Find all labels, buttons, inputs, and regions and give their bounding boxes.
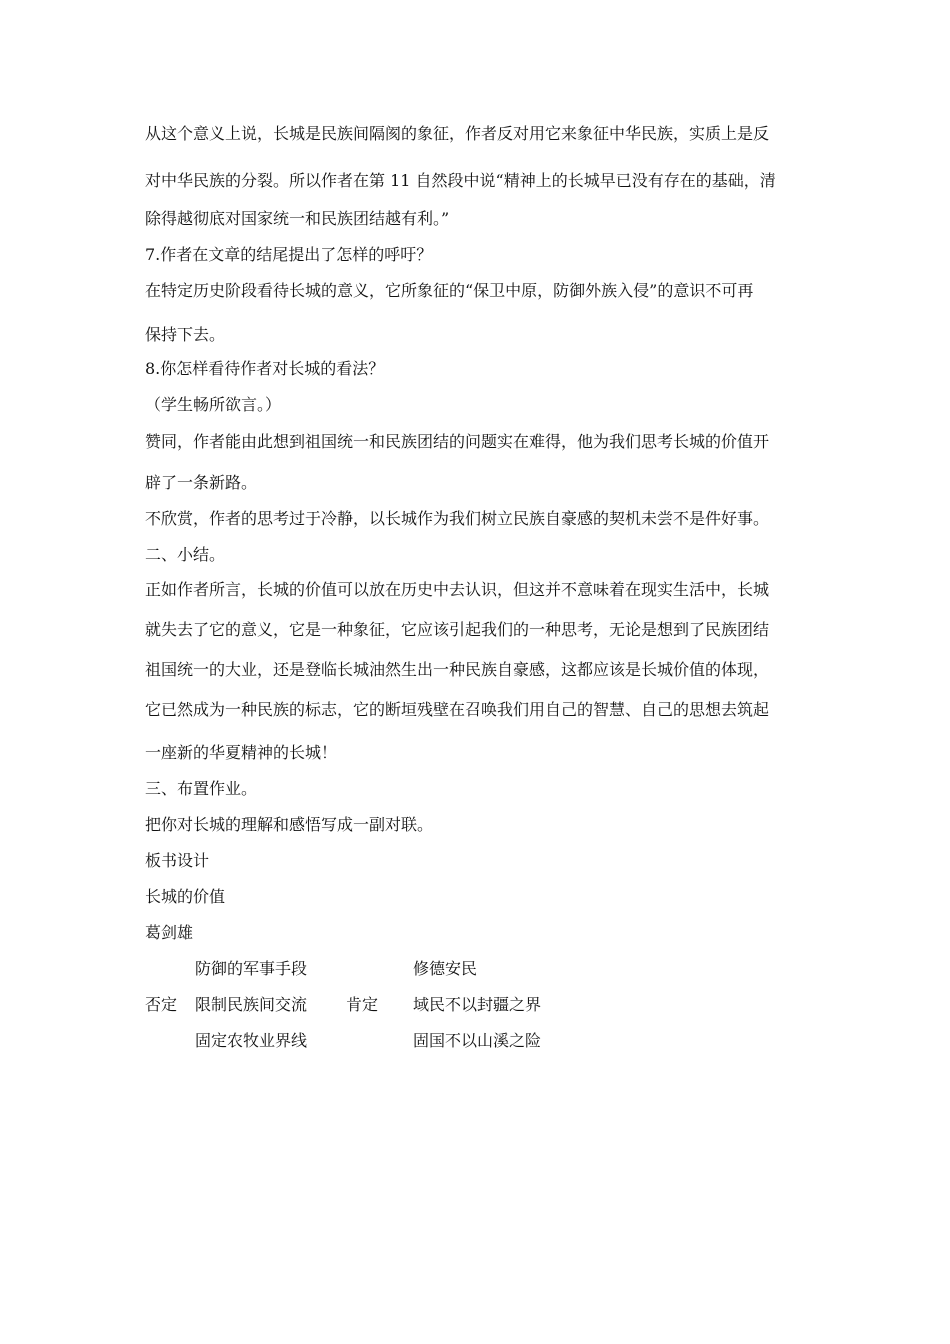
question-heading: 8.你怎样看待作者对长城的看法？ <box>145 359 385 378</box>
section-heading: 二、小结。 <box>145 545 226 564</box>
text-line: 除得越彻底对国家统一和民族团结越有利。” <box>145 209 450 228</box>
text-line: （学生畅所欲言。） <box>145 395 282 414</box>
board-positive-item: 固国不以山溪之险 <box>413 1031 542 1050</box>
text-line: 正如作者所言，长城的价值可以放在历史中去认识，但这并不意味着在现实生活中，长城 <box>145 580 770 599</box>
board-author: 葛剑雄 <box>145 923 194 942</box>
question-heading: 7.作者在文章的结尾提出了怎样的呼吁？ <box>145 245 433 264</box>
text-line: 不欣赏，作者的思考过于冷静，以长城作为我们树立民族自豪感的契机未尝不是件好事。 <box>145 509 770 528</box>
board-positive-item: 修德安民 <box>413 959 478 978</box>
text-line: 板书设计 <box>145 851 210 870</box>
board-negative-item: 固定农牧业界线 <box>195 1031 308 1050</box>
board-title: 长城的价值 <box>145 887 226 906</box>
text-line: 赞同，作者能由此想到祖国统一和民族团结的问题实在难得，他为我们思考长城的价值开 <box>145 432 770 451</box>
text-line: 对中华民族的分裂。所以作者在第 11 自然段中说“精神上的长城早已没有存在的基础，清 <box>145 171 776 190</box>
text-line: 保持下去。 <box>145 325 226 344</box>
text-line: 辟了一条新路。 <box>145 473 258 492</box>
board-negative-item: 限制民族间交流 <box>195 995 308 1014</box>
text-line: 在特定历史阶段看待长城的意义，它所象征的“保卫中原，防御外族入侵”的意识不可再 <box>145 281 754 300</box>
board-negative-item: 防御的军事手段 <box>195 959 308 978</box>
text-line: 就失去了它的意义，它是一种象征，它应该引起我们的一种思考，无论是想到了民族团结 <box>145 620 770 639</box>
text-line: 一座新的华夏精神的长城！ <box>145 743 338 762</box>
board-positive-item: 域民不以封疆之界 <box>413 995 542 1014</box>
text-line: 祖国统一的大业，还是登临长城油然生出一种民族自豪感，这都应该是长城价值的体现， <box>145 660 770 679</box>
board-positive-label: 肯定 <box>346 995 379 1014</box>
section-heading: 三、布置作业。 <box>145 779 258 798</box>
text-line: 从这个意义上说，长城是民族间隔阂的象征，作者反对用它来象征中华民族，实质上是反 <box>145 124 770 143</box>
board-negative-label: 否定 <box>145 995 178 1014</box>
text-line: 它已然成为一种民族的标志，它的断垣残壁在召唤我们用自己的智慧、自己的思想去筑起 <box>145 700 770 719</box>
text-line: 把你对长城的理解和感悟写成一副对联。 <box>145 815 434 834</box>
